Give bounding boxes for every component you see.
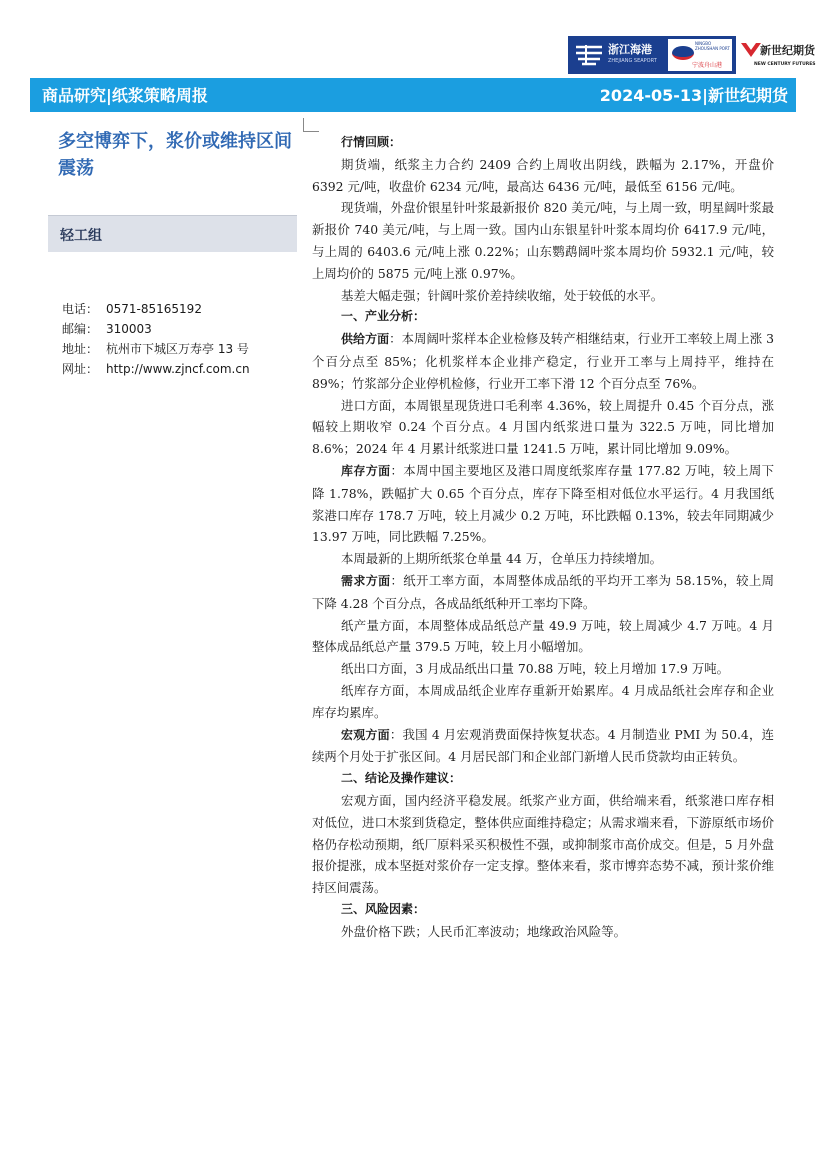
contact-address [62, 339, 302, 359]
ningbo-port-icon [672, 46, 694, 60]
supply-text: ：本周阔叶浆样本企业检修及转产相继结束，行业开工率较上周上涨 3 个百分点至 85%；化机浆样本企业排产稳定，行业开工率与上周持平，维持在 89%；竹浆部分企业停机检修，行业开工率下滑 12 个百分点至 76%。 [312, 331, 774, 391]
research-group-label: 轻工组 [60, 228, 102, 244]
inventory-label: 库存方面 [341, 463, 391, 478]
contact-value: 0571-85165192 [106, 302, 202, 316]
macro-label: 宏观方面 [341, 727, 390, 742]
new-century-futures-logo [740, 36, 816, 74]
report-body [312, 132, 774, 942]
contact-label: 地址： [62, 342, 99, 356]
risk-heading: 三、风险因素： [341, 901, 426, 916]
report-category: 商品研究|纸浆策略周报 [42, 86, 208, 105]
ningbo-port-en: NINGBO ZHOUSHAN PORT [695, 41, 730, 51]
ningbo-port-cn: 宁波舟山港 [692, 62, 723, 69]
market-review-heading: 行情回顾： [341, 135, 402, 149]
ncf-emblem-icon [740, 40, 762, 60]
contact-phone [62, 299, 302, 319]
contact-postcode [62, 319, 302, 339]
ncf-name-en: NEW CENTURY FUTURES [754, 62, 816, 67]
contact-value: 杭州市下城区万寿亭 13 号 [106, 342, 249, 356]
warrant-paragraph: 本周最新的上期所纸浆仓单量 44 万，仓单压力持续增加。 [341, 551, 663, 567]
header-logos [568, 36, 816, 74]
contact-label: 电话： [62, 302, 99, 316]
research-group-box [48, 215, 297, 252]
contact-website [62, 359, 302, 379]
zhejiang-port-en: ZHEJIANG SEAPORT [608, 58, 657, 64]
import-paragraph: 进口方面，本周银星现货进口毛利率 4.36%，较上周提升 0.45 个百分点，涨幅较上期收窄 0.24 个百分点。4 月国内纸浆进口量为 322.5 万吨，同比增加 8.6%；2024 年 4 月累计纸浆进口量 1241.5 万吨，累计同比增加 9.09%。 [312, 397, 774, 457]
conclusion-paragraph: 宏观方面，国内经济平稳发展。纸浆产业方面，供给端来看，纸浆港口库存相对低位，进口木浆到货稳定，整体供应面维持稳定；从需求端来看，下游原纸市场价格仍存松动预期，纸厂原料采买积极性不强，或抑制浆市高价成交。但是，5 月外盘报价提涨，成本坚挺对浆价存一定支撑。整体来看，浆市博弈态势不减，预计浆价维持区间震荡。 [312, 792, 774, 896]
basis-paragraph: 基差大幅走强；针阔叶浆价差持续收缩，处于较低的水平。 [341, 287, 664, 303]
supply-label: 供给方面 [341, 332, 390, 347]
zhejiang-port-name: 浙江海港 [608, 43, 652, 56]
inventory-paragraph [312, 460, 774, 548]
demand-label: 需求方面 [341, 573, 391, 588]
output-paragraph: 纸产量方面，本周整体成品纸总产量 49.9 万吨，较上周减少 4.7 万吨。4 月整体成品纸总产量 379.5 万吨，较上月小幅增加。 [312, 617, 774, 655]
conclusion-heading: 二、结论及操作建议： [341, 771, 462, 786]
contact-website-link[interactable]: http://www.zjncf.com.cn [106, 362, 250, 376]
contact-value: 310003 [106, 322, 152, 336]
contact-label: 邮编： [62, 322, 99, 336]
report-banner [30, 78, 796, 112]
macro-text: ：我国 4 月宏观消费面保持恢复状态。4 月制造业 PMI 为 50.4，连续两个月处于扩张区间。4 月居民部门和企业部门新增人民币贷款均由正转负。 [312, 726, 774, 765]
industry-analysis-heading: 一、产业分析： [341, 309, 426, 324]
contact-info [62, 299, 302, 379]
macro-paragraph [312, 724, 774, 769]
paper-inventory-paragraph: 纸库存方面，本周成品纸企业库存重新开始累库。4 月成品纸社会库存和企业库存均累库。 [312, 682, 774, 720]
report-date-publisher: 2024-05-13|新世纪期货 [599, 86, 788, 105]
ncf-name-cn: 新世纪期货 [760, 44, 815, 57]
supply-paragraph [312, 328, 774, 394]
demand-paragraph [312, 570, 774, 615]
zhejiang-seaport-logo [568, 36, 736, 74]
demand-text: ：纸开工率方面，本周整体成品纸的平均开工率为 58.15%，较上周下降 4.28 个百分点，各成品纸纸种开工率均下降。 [312, 572, 774, 611]
report-title: 多空博弈下，浆价或维持区间震荡 [58, 131, 292, 179]
contact-label: 网址： [62, 362, 99, 376]
seaport-wave-icon [574, 43, 604, 67]
inventory-text: ：本周中国主要地区及港口周度纸浆库存量 177.82 万吨，较上周下降 1.78%，跌幅扩大 0.65 个百分点，库存下降至相对低位水平运行。4 月我国纸浆港口库存 178.7 万吨，较上月减少 0.2 万吨，环比跌幅 0.13%，较去年同期减少 13.97 万吨，同比跌幅 7.25%。 [312, 462, 774, 545]
risk-paragraph: 外盘价格下跌；人民币汇率波动；地缘政治风险等。 [341, 923, 626, 939]
futures-paragraph: 期货端，纸浆主力合约 2409 合约上周收出阴线，跌幅为 2.17%，开盘价 6392 元/吨，收盘价 6234 元/吨，最高达 6436 元/吨，最低至 6156 元/吨。 [312, 156, 774, 194]
spot-paragraph: 现货端，外盘价银星针叶浆最新报价 820 美元/吨，与上周一致，明星阔叶浆最新报价 740 美元/吨，与上周一致。国内山东银星针叶浆本周均价 6417.9 元/吨，与上周的 6403.6 元/吨上涨 0.22%；山东鹦鹉阔叶浆本周均价 5932.1 元/吨，较上周均价的 5875 元/吨上涨 0.97%。 [312, 200, 774, 281]
export-paragraph: 纸出口方面，3 月成品纸出口量 70.88 万吨，较上月增加 17.9 万吨。 [341, 661, 730, 677]
